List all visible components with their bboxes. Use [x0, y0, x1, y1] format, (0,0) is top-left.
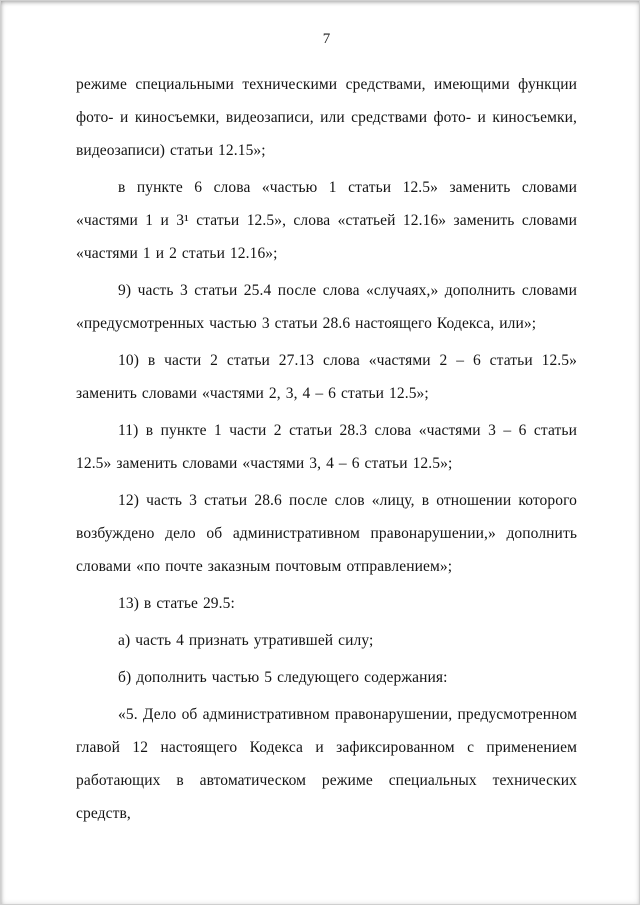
- paragraph: режиме специальными техническими средствами, имеющими функции фото- и киносъемки, видеозаписи, или средствами фото- и киносъемки, видеозаписи) статьи 12.15»;: [76, 76, 577, 159]
- paragraph: 9) часть 3 статьи 25.4 после слова «случаях,» дополнить словами «предусмотренных частью 3 статьи 28.6 настоящего Кодекса, или»;: [76, 282, 577, 332]
- paragraph: а) часть 4 признать утратившей силу;: [118, 632, 374, 649]
- paragraph: 10) в части 2 статьи 27.13 слова «частями 2 – 6 статьи 12.5» заменить словами «частями 2, 3, 4 – 6 статьи 12.5»;: [76, 352, 577, 402]
- paragraph: б) дополнить частью 5 следующего содержания:: [118, 669, 448, 686]
- paragraph: 13) в статье 29.5:: [118, 595, 235, 612]
- paragraph: «5. Дело об административном правонарушении, предусмотренном главой 12 настоящего Кодекса и зафиксированном с применением работающих в автоматическом режиме специальных технических средств,: [76, 706, 577, 822]
- paragraph: 12) часть 3 статьи 28.6 после слов «лицу, в отношении которого возбуждено дело об административном правонарушении,» дополнить словами «по почте заказным почтовым отправлением»;: [76, 492, 577, 575]
- page-number: 7: [322, 31, 331, 47]
- page-content: [76, 68, 577, 834]
- paragraph: 11) в пункте 1 части 2 статьи 28.3 слова «частями 3 – 6 статьи 12.5» заменить словами «частями 3, 4 – 6 статьи 12.5»;: [76, 422, 577, 472]
- paragraph: в пункте 6 слова «частью 1 статьи 12.5» заменить словами «частями 1 и 3¹ статьи 12.5», слова «статьей 12.16» заменить словами «частями 1 и 2 статьи 12.16»;: [76, 179, 577, 262]
